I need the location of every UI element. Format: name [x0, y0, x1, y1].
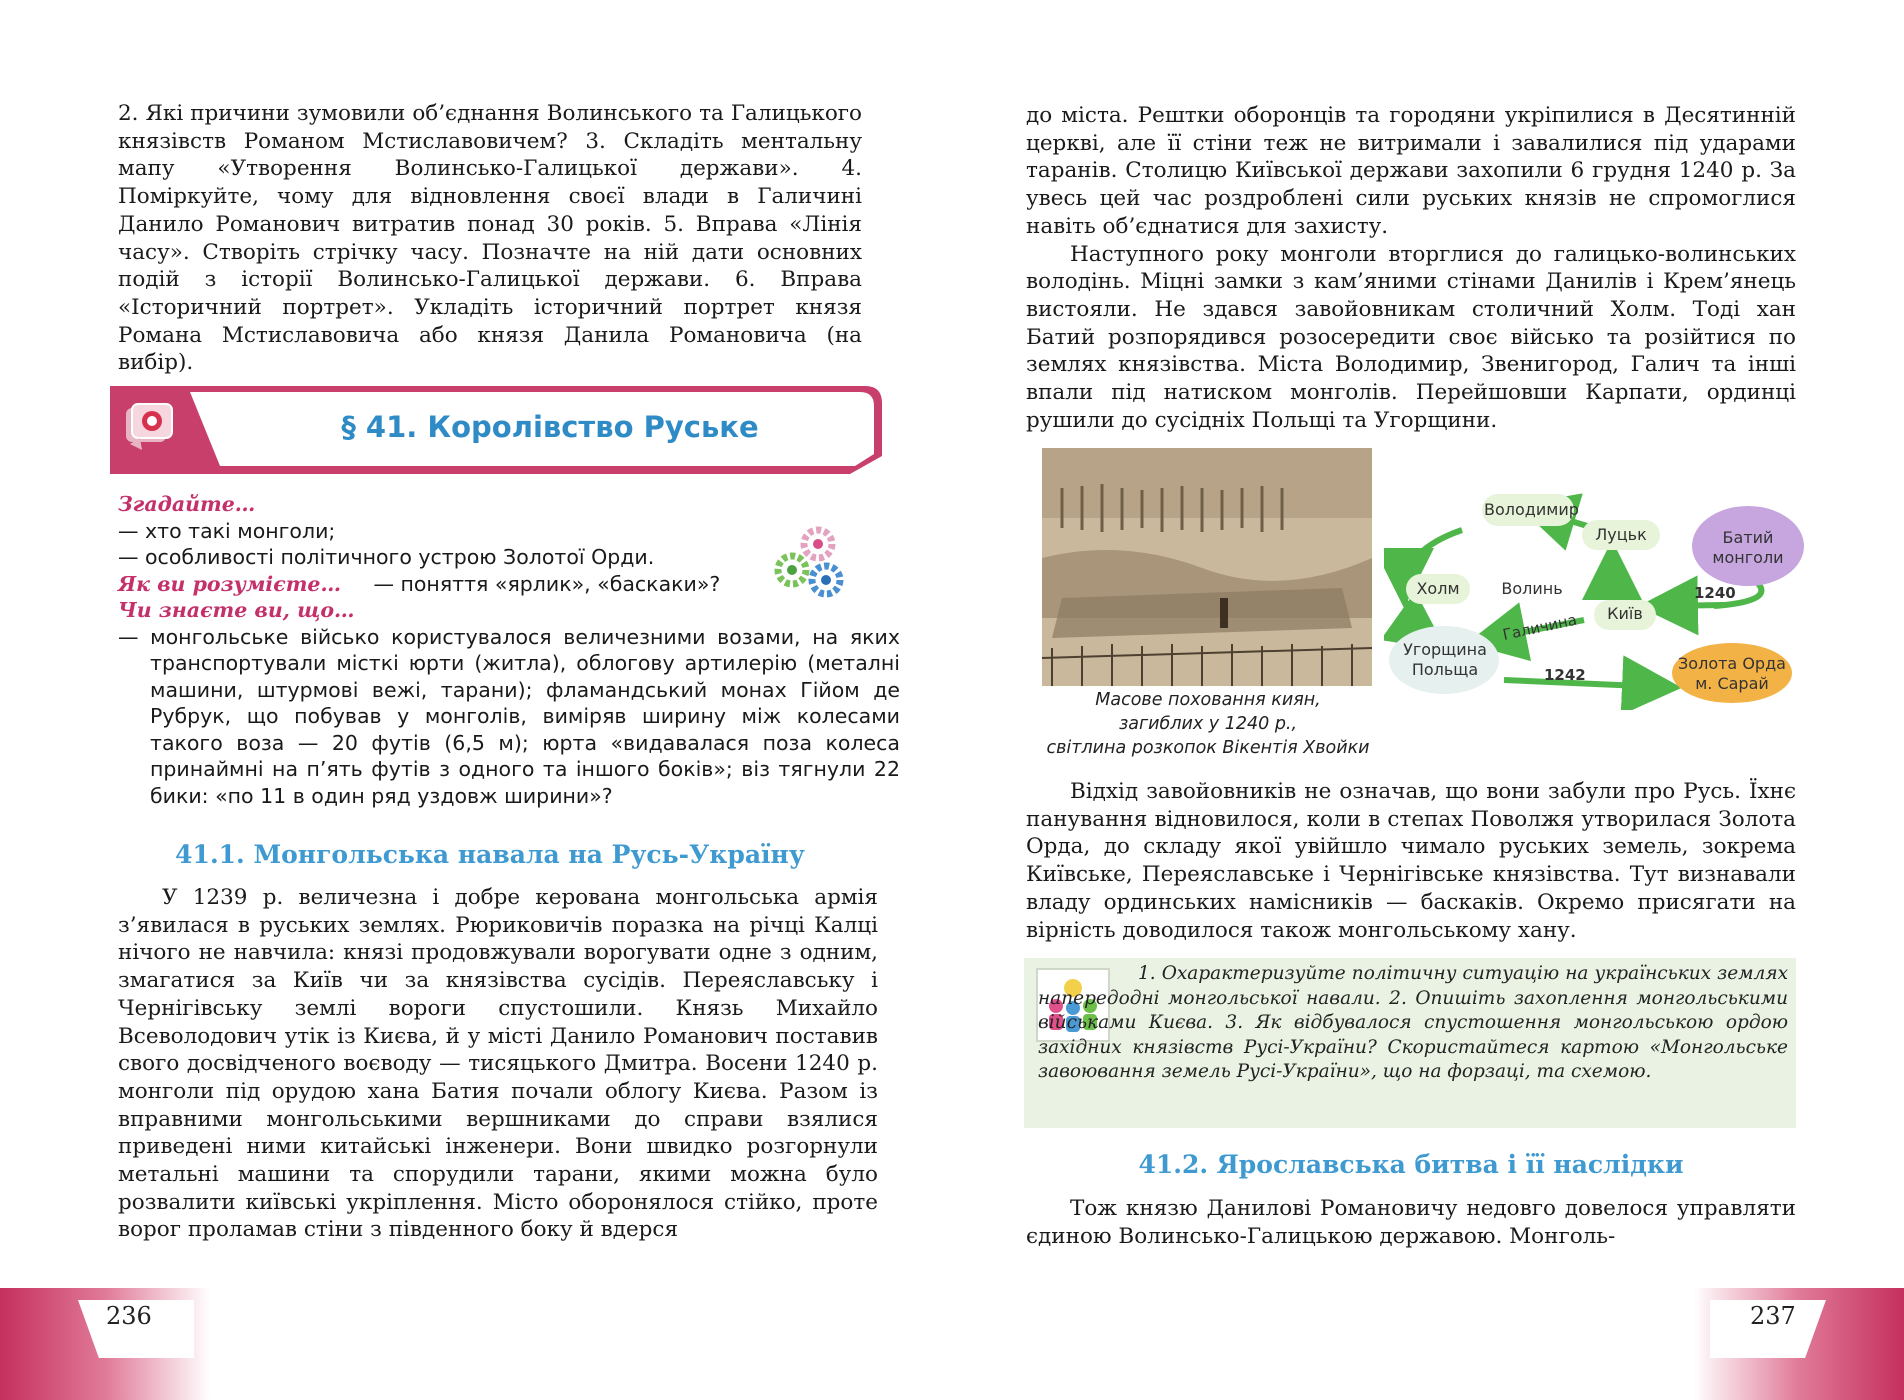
- year-label-1242: 1242: [1544, 666, 1586, 684]
- node-label: Батий: [1722, 528, 1774, 547]
- node-label: Золота Орда: [1678, 654, 1786, 673]
- recall-block: [118, 491, 900, 809]
- node-kyiv: Київ: [1607, 604, 1643, 623]
- section-banner: [110, 386, 882, 474]
- right-text-mid: [1026, 778, 1796, 944]
- section-title: § 41. Королівство Руське: [341, 410, 759, 444]
- label-halychyna: Галичина: [1501, 610, 1579, 644]
- section-icon: [120, 400, 176, 456]
- questions-box: [1024, 958, 1796, 1128]
- page-number-left: 236: [106, 1302, 152, 1330]
- node-lutsk: Луцьк: [1595, 525, 1647, 544]
- photo-caption: [1030, 688, 1386, 760]
- paragraph-4: Тож князю Данилові Романовичу недовго довелося управляти єдиною Волинсько-Галицькою державою. Монголь-: [1026, 1196, 1796, 1249]
- questions-paragraph: 2. Які причини зумовили об’єднання Волинського та Галицького князівств Романом Мстиславовичем? 3. Складіть ментальну мапу «Утворення Волинсько-Галицької держави». 4. Поміркуйте, чому для відновлення своєї влади в Галичині Данило Романович витратив понад 30 років. 5. Вправа «Лінія часу». Створіть стрічку часу. Позначте на ній дати основних подій з історії Волинсько-Галицької держави. 6. Вправа «Історичний портрет». Укладіть історичний портрет князя Романа Мстиславовича або князя Данила Романовича (на вибір).: [118, 101, 862, 376]
- understand-text: — поняття «ярлик», «баскаки»?: [373, 571, 721, 596]
- know-heading: Чи знаєте ви, що…: [118, 598, 355, 622]
- paragraph-1: до міста. Рештки оборонців та городяни укріпилися в Десятинній церкві, але її стіни теж не витримали і завалилися під ударами таранів. Столицю Київської держави захопили 6 грудня 1240 р. За увесь цей час роздроблені сили руських князів не спромоглися навіть об’єднатися для захисту.: [1026, 103, 1796, 239]
- mongol-campaign-diagram: [1384, 480, 1804, 710]
- node-volyn: Волинь: [1501, 579, 1563, 598]
- node-label: монголи: [1712, 548, 1784, 567]
- know-text: — монгольське військо користувалося величезними возами, на яких транспортували місткі юрти (житла), облогову артилерію (металні машини, штурмові вежі, тарани); фламандський монах Гійом де Рубрук, що побував у монголів, виміряв ширину між колесами такого воза — 20 футів (6,5 м); юрта «видавалася поза колеса принаймні на п’ять футів з одного та іншого боків»; віз тягнули 22 бики: «по 11 в один ряд уздовж ширини»?: [118, 624, 900, 808]
- body-paragraph: У 1239 р. величезна і добре керована монгольська армія з’явилася в руських землях. Рюриковичів поразка на річці Калці нічого не навчила: князі продовжували ворогувати одне з одним, змагатися за Київ чи за князівства сусідів. Переяславську і Чернігівську землі вороги спустошили. Князь Михайло Всеволодович утік із Києва, й у місті Данило Романович поставив свого досвідченого воєводу — тисяцького Дмитра. Восени 1240 р. монголи під орудою хана Батия почали облогу Києва. Разом із вправними монгольськими вершниками до справи взялися приведені ними китайські інженери. Вони швидко розгорнули метальні машини та спорудили тарани, якими можна було розвалити київські укріплення. Місто оборонялося стійко, проте ворог проламав стіни з південного боку й вдерся: [118, 885, 878, 1243]
- left-questions: [118, 100, 862, 377]
- node-kholm: Холм: [1416, 579, 1460, 598]
- paragraph-3: Відхід завойовників не означав, що вони забули про Русь. Їхнє панування відновилося, коли в степах Поволжя утворилася Золота Орда, до складу якої увійшло чимало руських земель, зокрема Київське, Переяславське і Чернігівське князівства. Тут визнавали владу ординських намісників — баскаків. Окремо присягати на вірність доводилося також монгольському хану.: [1026, 779, 1796, 943]
- gears-icon: [770, 520, 850, 604]
- caption-line: Масове поховання киян,: [1095, 690, 1321, 710]
- excavation-photo: [1042, 448, 1372, 686]
- right-text-top: [1026, 102, 1796, 434]
- year-label-1240: 1240: [1694, 584, 1736, 602]
- node-batyi: [1694, 528, 1802, 568]
- node-golden-horde: [1672, 654, 1792, 694]
- left-body: [118, 884, 878, 1244]
- caption-line: загиблих у 1240 р.,: [1118, 714, 1298, 734]
- recall-item: — особливості політичного устрою Золотої Орди.: [118, 545, 655, 569]
- recall-heading: Згадайте…: [118, 492, 256, 516]
- recall-item: — хто такі монголи;: [118, 518, 336, 543]
- node-label: м. Сарай: [1695, 674, 1769, 693]
- node-volodymyr: Володимир: [1484, 500, 1579, 519]
- questions-text: 1. Охарактеризуйте політичну ситуацію на українських землях напередодні монгольської навали. 2. Опишіть захоплення монгольськими військами Києва. 3. Як відбувалося спустошення монгольською ордою західних князівств Русі-України? Скористайтеся картою «Монгольське завоювання земель Русі-України», що на форзаці, та схемою.: [1038, 963, 1788, 1082]
- page-number-right: 237: [1750, 1302, 1796, 1330]
- node-hungary-poland: [1392, 640, 1498, 680]
- paragraph-2: Наступного року монголи вторглися до галицько-волинських володінь. Міцні замки з кам’яними стінами Данилів і Крем’янець вистояли. Не здався завойовникам столичний Холм. Тоді хан Батий розпорядився розосередити своє військо та розійтися по землях князівства. Міста Володимир, Звенигород, Галич та інші впали під натиском монголів. Перейшовши Карпати, ординці рушили до сусідніх Польщі та Угорщини.: [1026, 241, 1796, 433]
- understand-heading: Як ви розумієте…: [118, 571, 341, 596]
- subsection-title-41-1: 41.1. Монгольська навала на Русь-Україну: [175, 840, 805, 869]
- right-text-bottom: [1026, 1195, 1796, 1250]
- caption-line: світлина розкопок Вікентія Хвойки: [1046, 738, 1370, 758]
- subsection-title-41-2: 41.2. Ярославська битва і її наслідки: [1138, 1150, 1684, 1179]
- understand-row: [118, 571, 878, 598]
- node-label: Угорщина: [1403, 640, 1487, 659]
- node-label: Польща: [1411, 660, 1479, 679]
